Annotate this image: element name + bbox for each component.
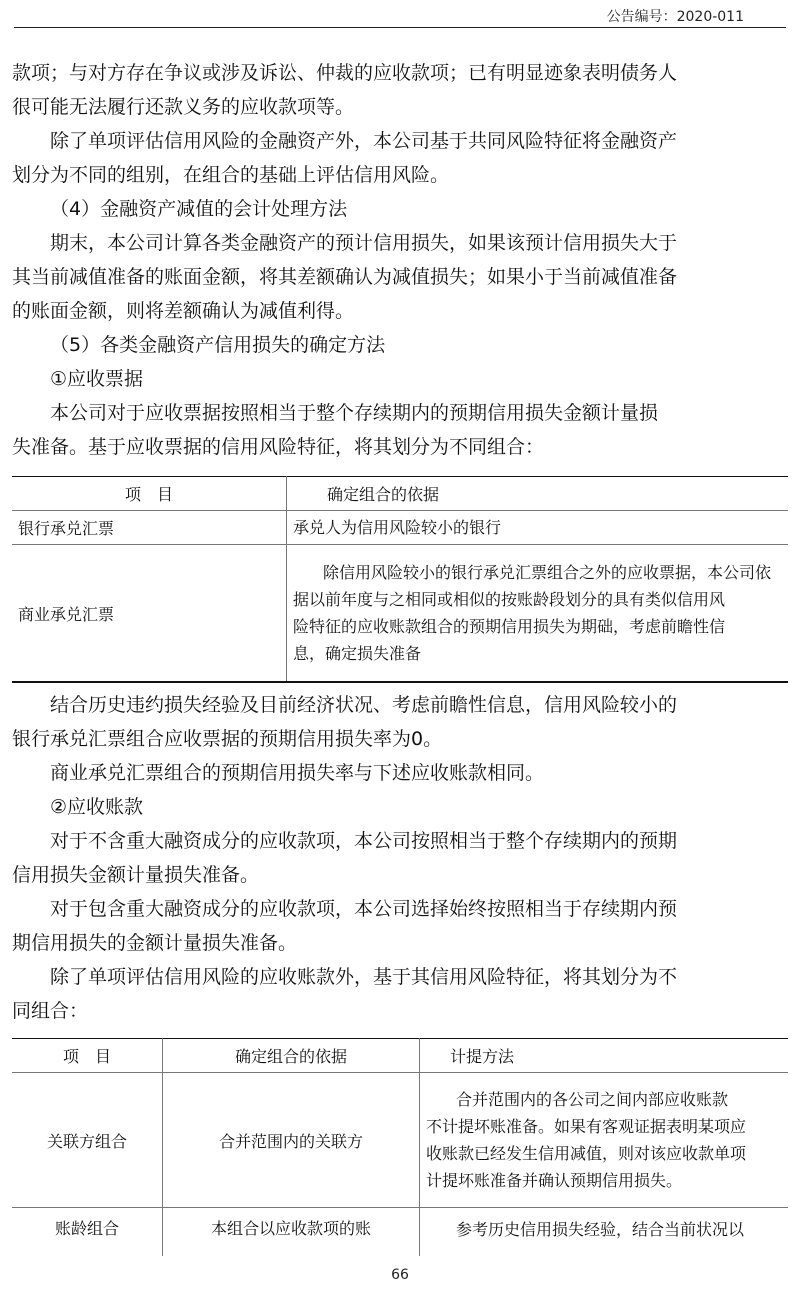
col-header-item: 项 目 xyxy=(12,477,287,511)
table-header-row xyxy=(12,477,788,511)
table-row xyxy=(12,545,788,683)
page-number: 66 xyxy=(391,1267,409,1283)
row-item: 关联方组合 xyxy=(12,1073,163,1208)
table-header-row xyxy=(12,1039,788,1073)
text-line: 本公司对于应收票据按照相当于整个存续期内的预期信用损失金额计量损 xyxy=(50,402,659,424)
text-line: 很可能无法履行还款义务的应收款项等。 xyxy=(12,96,355,118)
col-header-basis: 确定组合的依据 xyxy=(287,477,789,511)
cell-line: 收账款已经发生信用减值，则对该应收款单项 xyxy=(426,1144,747,1163)
row-item: 账龄组合 xyxy=(12,1208,163,1257)
row-basis xyxy=(287,545,789,683)
cell-line: 险特征的应收账款组合的预期信用损失为期础，考虑前瞻性信 xyxy=(293,617,726,636)
text-line: 对于不含重大融资成分的应收款项，本公司按照相当于整个存续期内的预期 xyxy=(50,830,678,852)
text-line: 划分为不同的组别，在组合的基础上评估信用风险。 xyxy=(12,164,450,186)
section-heading: （5）各类金融资产信用损失的确定方法 xyxy=(50,334,386,356)
text-line: 的账面金额，则将差额确认为减值利得。 xyxy=(12,300,355,322)
notes-receivable-table xyxy=(12,476,788,683)
accounts-receivable-table xyxy=(12,1038,788,1256)
text-line: 银行承兑汇票组合应收票据的预期信用损失率为0。 xyxy=(12,728,443,750)
header-rule xyxy=(14,27,786,28)
text-line: 其当前减值准备的账面金额，将其差额确认为减值损失；如果小于当前减值准备 xyxy=(12,266,678,288)
text-line: 信用损失金额计量损失准备。 xyxy=(12,864,260,886)
table-row xyxy=(12,1073,788,1208)
table-row xyxy=(12,1208,788,1257)
subsection-heading: ②应收账款 xyxy=(50,796,144,818)
text-line: 除了单项评估信用风险的应收账款外，基于其信用风险特征，将其划分为不 xyxy=(50,966,678,988)
cell-line: 除信用风险较小的银行承兑汇票组合之外的应收票据，本公司依 xyxy=(323,563,772,582)
col-header-item: 项 目 xyxy=(12,1039,163,1073)
col-header-method: 计提方法 xyxy=(420,1039,789,1073)
cell-line: 合并范围内的各公司之间内部应收账款 xyxy=(456,1090,729,1109)
row-method xyxy=(420,1208,789,1257)
text-line: 失准备。基于应收票据的信用风险特征，将其划分为不同组合： xyxy=(12,436,545,458)
cell-line: 计提坏账准备并确认预期信用损失。 xyxy=(426,1171,683,1190)
row-item: 商业承兑汇票 xyxy=(12,545,287,683)
row-method xyxy=(420,1073,789,1208)
row-basis: 本组合以应收款项的账 xyxy=(163,1208,420,1257)
row-basis: 合并范围内的关联方 xyxy=(163,1073,420,1208)
row-basis xyxy=(287,511,789,545)
text-line: 期信用损失的金额计量损失准备。 xyxy=(12,932,298,954)
cell-line: 据以前年度与之相同或相似的按账龄段划分的具有类似信用风 xyxy=(293,590,726,609)
body-text-top xyxy=(12,56,788,464)
text-line: 同组合： xyxy=(12,1000,89,1022)
cell-line: 不计提坏账准备。如果有客观证据表明某项应 xyxy=(426,1117,747,1136)
cell-line: 承兑人为信用风险较小的银行 xyxy=(293,518,502,537)
cell-line: 息，确定损失准备 xyxy=(293,644,422,663)
announcement-number: 公告编号：2020-011 xyxy=(606,9,744,25)
section-heading: （4）金融资产减值的会计处理方法 xyxy=(50,198,348,220)
subsection-heading: ①应收票据 xyxy=(50,368,144,390)
body-text-middle xyxy=(12,688,788,1028)
row-item: 银行承兑汇票 xyxy=(12,511,287,545)
table-row xyxy=(12,511,788,545)
text-line: 期末，本公司计算各类金融资产的预计信用损失，如果该预计信用损失大于 xyxy=(50,232,678,254)
text-line: 对于包含重大融资成分的应收款项，本公司选择始终按照相当于存续期内预 xyxy=(50,898,678,920)
cell-line: 参考历史信用损失经验，结合当前状况以 xyxy=(456,1220,745,1239)
text-line: 款项；与对方存在争议或涉及诉讼、仲裁的应收款项；已有明显迹象表明债务人 xyxy=(12,62,678,84)
col-header-basis: 确定组合的依据 xyxy=(163,1039,420,1073)
text-line: 除了单项评估信用风险的金融资产外，本公司基于共同风险特征将金融资产 xyxy=(50,130,678,152)
text-line: 商业承兑汇票组合的预期信用损失率与下述应收账款相同。 xyxy=(50,762,545,784)
text-line: 结合历史违约损失经验及目前经济状况、考虑前瞻性信息，信用风险较小的 xyxy=(50,694,678,716)
